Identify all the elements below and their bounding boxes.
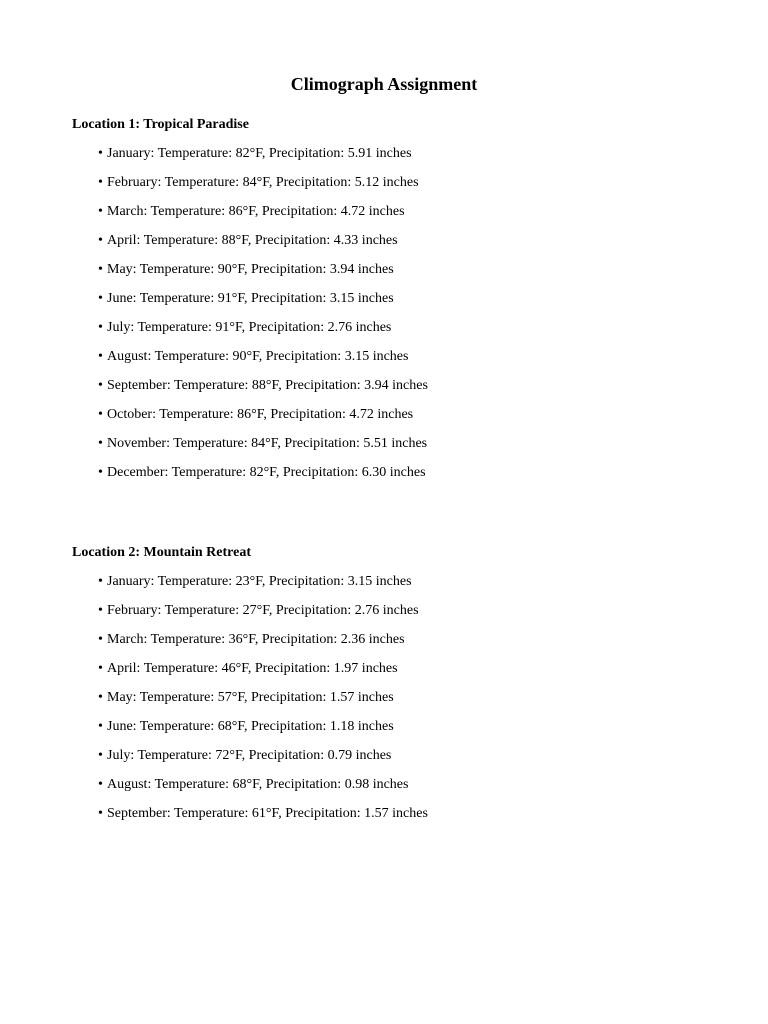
entry-text: October: Temperature: 86°F, Precipitation: 4.72 inches xyxy=(107,407,414,422)
bullet-icon: • xyxy=(98,320,103,335)
bullet-icon: • xyxy=(98,146,103,161)
list-item xyxy=(72,173,712,193)
list-item xyxy=(72,318,712,338)
list-item xyxy=(72,601,712,621)
bullet-icon: • xyxy=(98,719,103,734)
entry-text: December: Temperature: 82°F, Precipitation: 6.30 inches xyxy=(107,465,426,480)
entry-text: April: Temperature: 46°F, Precipitation: 1.97 inches xyxy=(107,661,398,676)
location-2-section xyxy=(72,543,712,833)
entry-text: August: Temperature: 90°F, Precipitation: 3.15 inches xyxy=(107,349,409,364)
location-2-list xyxy=(72,572,712,824)
entry-text: January: Temperature: 82°F, Precipitation: 5.91 inches xyxy=(107,146,412,161)
entry-text: July: Temperature: 91°F, Precipitation: 2.76 inches xyxy=(107,320,392,335)
entry-text: June: Temperature: 91°F, Precipitation: 3.15 inches xyxy=(107,291,394,306)
page-title: Climograph Assignment xyxy=(290,74,478,94)
list-item xyxy=(72,804,712,824)
bullet-icon: • xyxy=(98,436,103,451)
entry-text: September: Temperature: 61°F, Precipitation: 1.57 inches xyxy=(107,806,428,821)
entry-text: July: Temperature: 72°F, Precipitation: 0.79 inches xyxy=(107,748,392,763)
bullet-icon: • xyxy=(98,262,103,277)
list-item xyxy=(72,717,712,737)
bullet-icon: • xyxy=(98,465,103,480)
entry-text: August: Temperature: 68°F, Precipitation: 0.98 inches xyxy=(107,777,409,792)
list-item xyxy=(72,231,712,251)
bullet-icon: • xyxy=(98,378,103,393)
entry-text: March: Temperature: 36°F, Precipitation: 2.36 inches xyxy=(107,632,405,647)
list-item xyxy=(72,260,712,280)
bullet-icon: • xyxy=(98,603,103,618)
location-1-list xyxy=(72,144,712,483)
bullet-icon: • xyxy=(98,632,103,647)
entry-text: May: Temperature: 90°F, Precipitation: 3.94 inches xyxy=(107,262,394,277)
list-item xyxy=(72,405,712,425)
list-item xyxy=(72,630,712,650)
bullet-icon: • xyxy=(98,777,103,792)
entry-text: September: Temperature: 88°F, Precipitation: 3.94 inches xyxy=(107,378,428,393)
bullet-icon: • xyxy=(98,407,103,422)
location-1-section xyxy=(72,115,712,492)
entry-text: February: Temperature: 84°F, Precipitation: 5.12 inches xyxy=(107,175,419,190)
list-item xyxy=(72,376,712,396)
list-item xyxy=(72,434,712,454)
bullet-icon: • xyxy=(98,748,103,763)
bullet-icon: • xyxy=(98,661,103,676)
list-item xyxy=(72,463,712,483)
location-2-heading: Location 2: Mountain Retreat xyxy=(72,545,251,560)
list-item xyxy=(72,688,712,708)
location-1-heading: Location 1: Tropical Paradise xyxy=(72,117,249,132)
list-item xyxy=(72,347,712,367)
bullet-icon: • xyxy=(98,204,103,219)
bullet-icon: • xyxy=(98,574,103,589)
entry-text: April: Temperature: 88°F, Precipitation: 4.33 inches xyxy=(107,233,398,248)
entry-text: March: Temperature: 86°F, Precipitation: 4.72 inches xyxy=(107,204,405,219)
bullet-icon: • xyxy=(98,233,103,248)
list-item xyxy=(72,202,712,222)
entry-text: February: Temperature: 27°F, Precipitation: 2.76 inches xyxy=(107,603,419,618)
list-item xyxy=(72,775,712,795)
bullet-icon: • xyxy=(98,690,103,705)
bullet-icon: • xyxy=(98,175,103,190)
entry-text: May: Temperature: 57°F, Precipitation: 1.57 inches xyxy=(107,690,394,705)
bullet-icon: • xyxy=(98,349,103,364)
bullet-icon: • xyxy=(98,806,103,821)
entry-text: January: Temperature: 23°F, Precipitation: 3.15 inches xyxy=(107,574,412,589)
entry-text: November: Temperature: 84°F, Precipitation: 5.51 inches xyxy=(107,436,428,451)
entry-text: June: Temperature: 68°F, Precipitation: 1.18 inches xyxy=(107,719,394,734)
list-item xyxy=(72,659,712,679)
bullet-icon: • xyxy=(98,291,103,306)
list-item xyxy=(72,289,712,309)
list-item xyxy=(72,144,712,164)
list-item xyxy=(72,572,712,592)
list-item xyxy=(72,746,712,766)
